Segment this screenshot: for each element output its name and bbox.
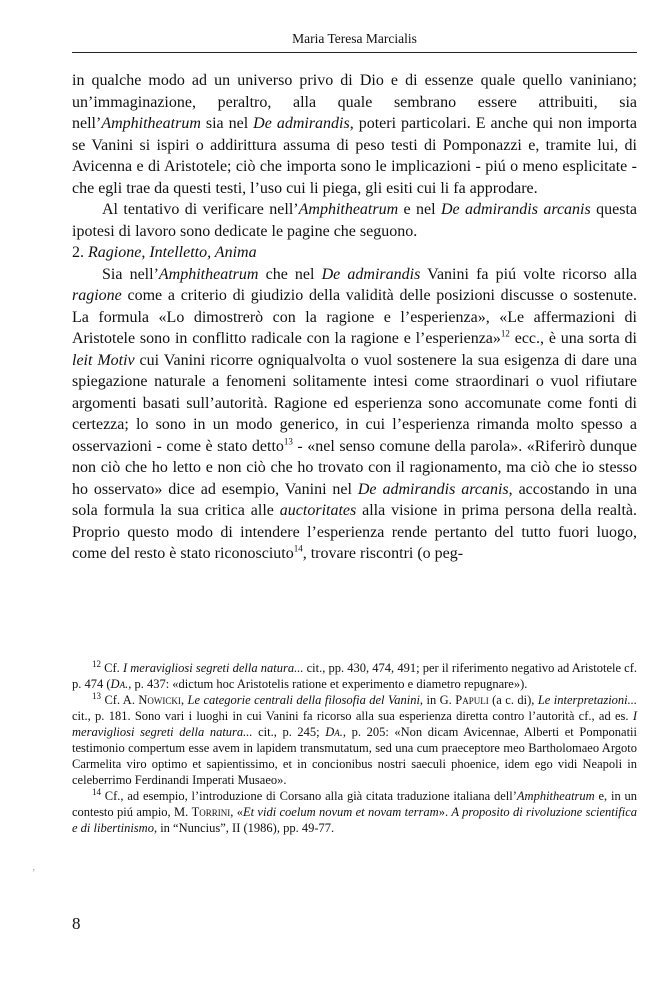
italic-title: De admirandis: [321, 265, 421, 283]
italic-title: De admirandis: [253, 115, 350, 132]
italic-title: I meravigliosi segreti della natura...: [72, 709, 637, 739]
text-run: cit., pp. 430, 474, 491; per il riferimento negativo ad Aristotele cf. p. 474 (: [72, 661, 638, 691]
text-run: , trovare riscontri (o peg-: [302, 545, 464, 562]
text-run: - «nel senso comune della parola». «Riferirò dunque non ciò che ho letto e non ciò che ho trovato con il ragionamento, ma ciò che io stesso ho osservato» dice ad esempio, Vanini nel: [72, 437, 638, 498]
text-run: Cf. A.: [101, 693, 139, 707]
text-run: Sia nell’: [102, 265, 159, 283]
footnote-12: [72, 660, 637, 692]
text-run: , poteri particolari. E anche qui non importa se Vanini si ispiri o addirittura assuma di peso testi di Pomponazzi e, tramite lui, di Avicenna e di Aristotele; ciò che importa sono le implicazioni - piú o meno esplicitate - che egli trae da questi testi, l’uso cui li piega, gli esiti cui li fa approdare.: [72, 115, 637, 197]
abbreviation: Da.: [110, 677, 129, 691]
text-run: , in G.: [419, 693, 456, 707]
text-run: e, in un contesto piú ampio, M.: [72, 789, 637, 819]
text-run: e nel: [398, 201, 441, 218]
text-run: come a criterio di giudizio della validità delle posizioni discusse o sostenute. La formula «Lo dimostrerò con la ragione e l’esperienza», «Le affermazioni di Aristotele sono in conflitto radicale con la ragione e l’esperienza»: [72, 287, 637, 347]
italic-title: De admirandis arcanis: [357, 480, 509, 498]
text-run: ,: [180, 693, 188, 707]
text-run: in qualche modo ad un universo privo di Dio e di essenze quale quello vaniniano; un’immaginazione, peraltro, alla quale sembrano essere attribuiti, sia nell’: [72, 72, 637, 132]
text-run: cit., p. 181. Sono vari i luoghi in cui Vanini fa ricorso alla sua esperienza diretta contro l’autorità cf., ad es.: [72, 709, 633, 723]
text-run: questa ipotesi di lavoro sono dedicate le pagine che seguono.: [72, 201, 638, 240]
header-rule: [72, 52, 637, 53]
section-heading: [72, 242, 637, 264]
text-run: (a c. di),: [488, 693, 538, 707]
main-text: [72, 70, 637, 565]
italic-title: I meravigliosi segreti della natura...: [122, 661, 304, 675]
text-run: che nel: [258, 265, 322, 283]
text-run: cit., p. 245;: [252, 725, 326, 739]
paragraph: [72, 264, 637, 565]
text-run: sia nel: [200, 115, 254, 132]
italic-title: Amphitheatrum: [158, 265, 259, 283]
italic-term: leit Motiv: [72, 351, 135, 369]
text-run: , «: [230, 805, 243, 819]
footnote-number: 13: [92, 690, 101, 701]
text-run: ecc., è una sorta di: [509, 330, 638, 347]
text-run: , p. 437: «dictum hoc Aristotelis ratione et experimento e diametro repugnare»).: [128, 677, 528, 691]
footnote-ref[interactable]: 14: [293, 543, 303, 554]
footnote-13: [72, 692, 637, 788]
text-run: cui Vanini ricorre ogniqualvolta o vuol sostenere la sua esigenza di dare una spiegazione naturale a fenomeni solitamente intesi come straordinari o vuol rifiutare argomenti basati sull’autorità. Ragione ed esperienza sono accomunate come fonti di certezza; lo sono in un modo generico, in cui l’esperienza rimanda molto spesso a osservazioni - come è stato detto: [72, 351, 637, 455]
abbreviation: Da.: [325, 725, 343, 739]
text-run: , accostando in una sola formula la sua critica alle: [72, 480, 637, 519]
text-run: ».: [438, 805, 452, 819]
text-run: Vanini fa piú volte ricorso alla: [420, 265, 638, 283]
paragraph: [72, 70, 637, 199]
italic-title: A proposito di rivoluzione scientifica e di libertinismo: [72, 805, 637, 835]
text-run: , in “Nuncius”, II (1986), pp. 49-77.: [153, 821, 335, 835]
footnote-ref[interactable]: 12: [500, 328, 510, 339]
text-run: alla visione in prima persona della realtà. Proprio questo modo di intendere l’esperienza rende pertanto del tutto fuori luogo, come del resto è stato riconosciuto: [72, 502, 638, 562]
section-title: Ragione, Intelletto, Anima: [88, 244, 257, 261]
italic-title: Le interpretazioni...: [537, 693, 638, 707]
section-number: 2.: [72, 244, 88, 261]
italic-title: Le categorie centrali della filosofia del Vanini: [187, 693, 420, 707]
italic-term: ragione: [72, 287, 122, 304]
footnote-number: 12: [92, 658, 101, 669]
text-run: Cf.: [101, 661, 123, 675]
italic-title: Amphitheatrum: [516, 789, 595, 803]
footnote-number: 14: [92, 786, 101, 797]
author-name: Torrini: [191, 805, 231, 819]
text-run: , p. 205: «Non dicam Avicennae, Alberti et Pomponatii testimonio compertum esse avem in lapidem transmutatum, sed una cum praeceptore meo Bartholomaeo Argoto Carmelita viro optimo et sapientissimo, et in concionibus nostri saeculi phoenice, idem ego vidi Neapoli in celeberrimo Ferdinandi Imperati Musaeo».: [72, 725, 638, 787]
italic-term: auctoritates: [279, 502, 357, 519]
footnote-ref[interactable]: 13: [283, 436, 293, 447]
footnote-14: [72, 788, 637, 836]
italic-title: Amphitheatrum: [298, 201, 399, 218]
paragraph: [72, 199, 637, 242]
italic-title: De admirandis arcanis: [440, 201, 591, 218]
running-head: Maria Teresa Marcialis: [292, 31, 417, 46]
text-run: Al tentativo di verificare nell’: [102, 201, 299, 218]
footnotes: [72, 660, 637, 836]
author-name: Papuli: [455, 693, 489, 707]
page-number: 8: [72, 914, 81, 933]
italic-title: Et vidi coelum novum et novam terram: [242, 805, 439, 819]
italic-title: Amphitheatrum: [101, 115, 201, 132]
text-run: Cf., ad esempio, l’introduzione di Corsano alla già citata traduzione italiana dell’: [101, 789, 517, 803]
margin-mark: ’: [32, 868, 36, 879]
author-name: Nowicki: [138, 693, 181, 707]
